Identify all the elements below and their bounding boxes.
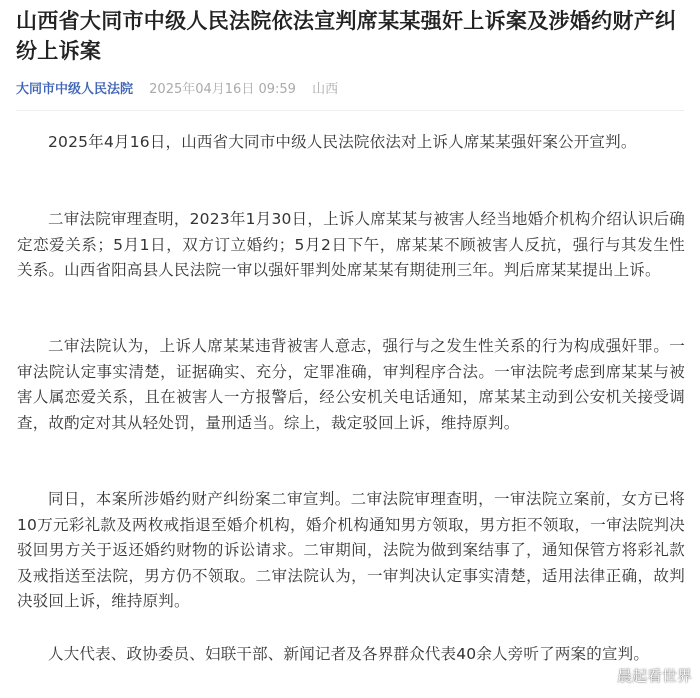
source-link[interactable]: 大同市中级人民法院 [16,82,134,97]
paragraph-3: 二审法院认为，上诉人席某某违背被害人意志，强行与之发生性关系的行为构成强奸罪。一审法院认定事实清楚，证据确实、充分，定罪准确，审判程序合法。一审法院考虑到席某某与被害人属恋爱关系，且在被害人一方报警后，经公安机关电话通知，席某某主动到公安机关接受调查，故酌定对其从轻处罚，量刑适当。综上，裁定驳回上诉，维持原判。 [17,337,685,432]
meta-divider [16,110,684,111]
article-title: 山西省大同市中级人民法院依法宣判席某某强奸上诉案及涉婚约财产纠纷上诉案 [16,9,677,63]
publish-location: 山西 [312,82,339,97]
paragraph-2: 二审法院审理查明，2023年1月30日，上诉人席某某与被害人经当地婚介机构介绍认识后确定恋爱关系；5月1日，双方订立婚约；5月2日下午，席某某不顾被害人反抗，强行与其发生性关系。山西省阳高县人民法院一审以强奸罪判处席某某有期徒刑三年。判后席某某提出上诉。 [17,210,685,279]
paragraph-1: 2025年4月16日，山西省大同市中级人民法院依法对上诉人席某某强奸案公开宣判。 [48,133,637,151]
article-meta [16,80,338,100]
watermark-text: 晨起看世界 [616,667,692,685]
paragraph-5: 人大代表、政协委员、妇联干部、新闻记者及各界群众代表40余人旁听了两案的宣判。 [48,645,650,663]
paragraph-4: 同日，本案所涉婚约财产纠纷案二审宣判。二审法院审理查明，一审法院立案前，女方已将10万元彩礼款及两枚戒指退至婚介机构，婚介机构通知男方领取，男方拒不领取，一审法院判决驳回男方关于返还婚约财物的诉讼请求。二审期间，法院为做到案结事了，通知保管方将彩礼款及戒指送至法院，男方仍不领取。二审法院认为，一审判决认定事实清楚，适用法律正确，故判决驳回上诉，维持原判。 [17,490,685,610]
publish-datetime: 2025年04月16日 09:59 [149,82,296,97]
